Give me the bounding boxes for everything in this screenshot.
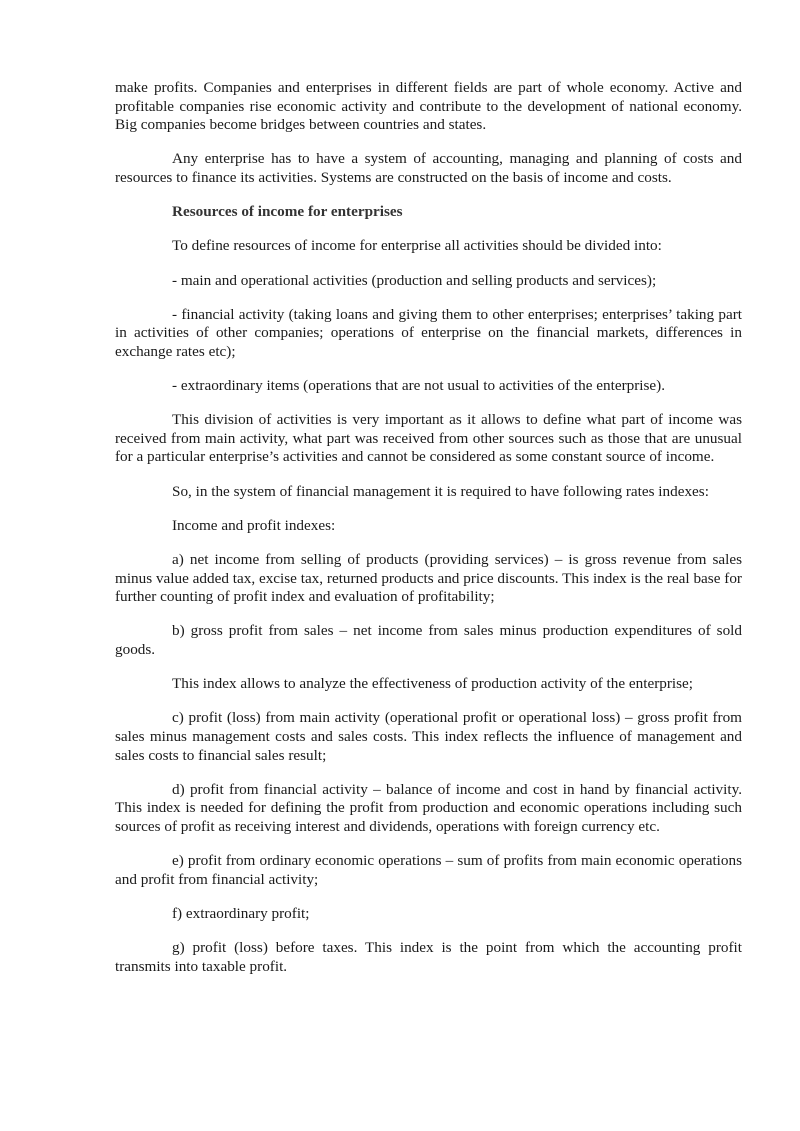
document-page xyxy=(115,79,742,992)
paragraph-division-importance: This division of activities is very important as it allows to define what part of income was received from main activity, what part was received from other sources such as those that are unusual for a particular enterprise’s activities and cannot be considered as some constant source of income. xyxy=(115,411,742,466)
list-item-g-profit-before-taxes: g) profit (loss) before taxes. This index is the point from which the accounting profit transmits into taxable profit. xyxy=(115,939,742,975)
list-item-extraordinary-items: - extraordinary items (operations that are not usual to activities of the enterprise). xyxy=(172,377,666,395)
paragraph-income-profit-indexes: Income and profit indexes: xyxy=(172,516,336,534)
paragraph-activities-division: To define resources of income for enterprise all activities should be divided into: xyxy=(172,237,662,255)
section-heading: Resources of income for enterprises xyxy=(172,203,403,221)
list-item-e-ordinary-profit: e) profit from ordinary economic operations – sum of profits from main economic operations and profit from financial activity; xyxy=(115,852,742,888)
list-item-c-main-activity-profit: c) profit (loss) from main activity (operational profit or operational loss) – gross profit from sales minus management costs and sales costs. This index reflects the influence of management and sales costs to financial sales result; xyxy=(115,709,742,764)
paragraph-accounting-system: Any enterprise has to have a system of accounting, managing and planning of costs and resources to finance its activities. Systems are constructed on the basis of income and costs. xyxy=(115,150,742,186)
list-item-f-extraordinary-profit: f) extraordinary profit; xyxy=(172,904,310,922)
list-item-a-net-income: a) net income from selling of products (providing services) – is gross revenue from sales minus value added tax, excise tax, returned products and price discounts. This index is the real base for further counting of profit index and evaluation of profitability; xyxy=(115,551,742,606)
paragraph-rates-indexes: So, in the system of financial management it is required to have following rates indexes: xyxy=(172,482,709,500)
list-item-main-activities: - main and operational activities (production and selling products and services); xyxy=(172,271,657,289)
paragraph-effectiveness: This index allows to analyze the effectiveness of production activity of the enterprise; xyxy=(172,675,693,693)
list-item-financial-activity: - financial activity (taking loans and giving them to other enterprises; enterprises’ taking part in activities of other companies; operations of enterprise on the financial markets, differences in exchange rates etc); xyxy=(115,305,742,360)
list-item-d-financial-profit: d) profit from financial activity – balance of income and cost in hand by financial activity. This index is needed for defining the profit from production and economic operations including such sources of profit as receiving interest and dividends, operations with foreign currency etc. xyxy=(115,780,742,835)
list-item-b-gross-profit: b) gross profit from sales – net income from sales minus production expenditures of sold goods. xyxy=(115,622,742,658)
paragraph-intro-continuation: make profits. Companies and enterprises in different fields are part of whole economy. Active and profitable companies rise economic activity and contribute to the development of national economy. Big companies become bridges between countries and states. xyxy=(115,79,742,134)
